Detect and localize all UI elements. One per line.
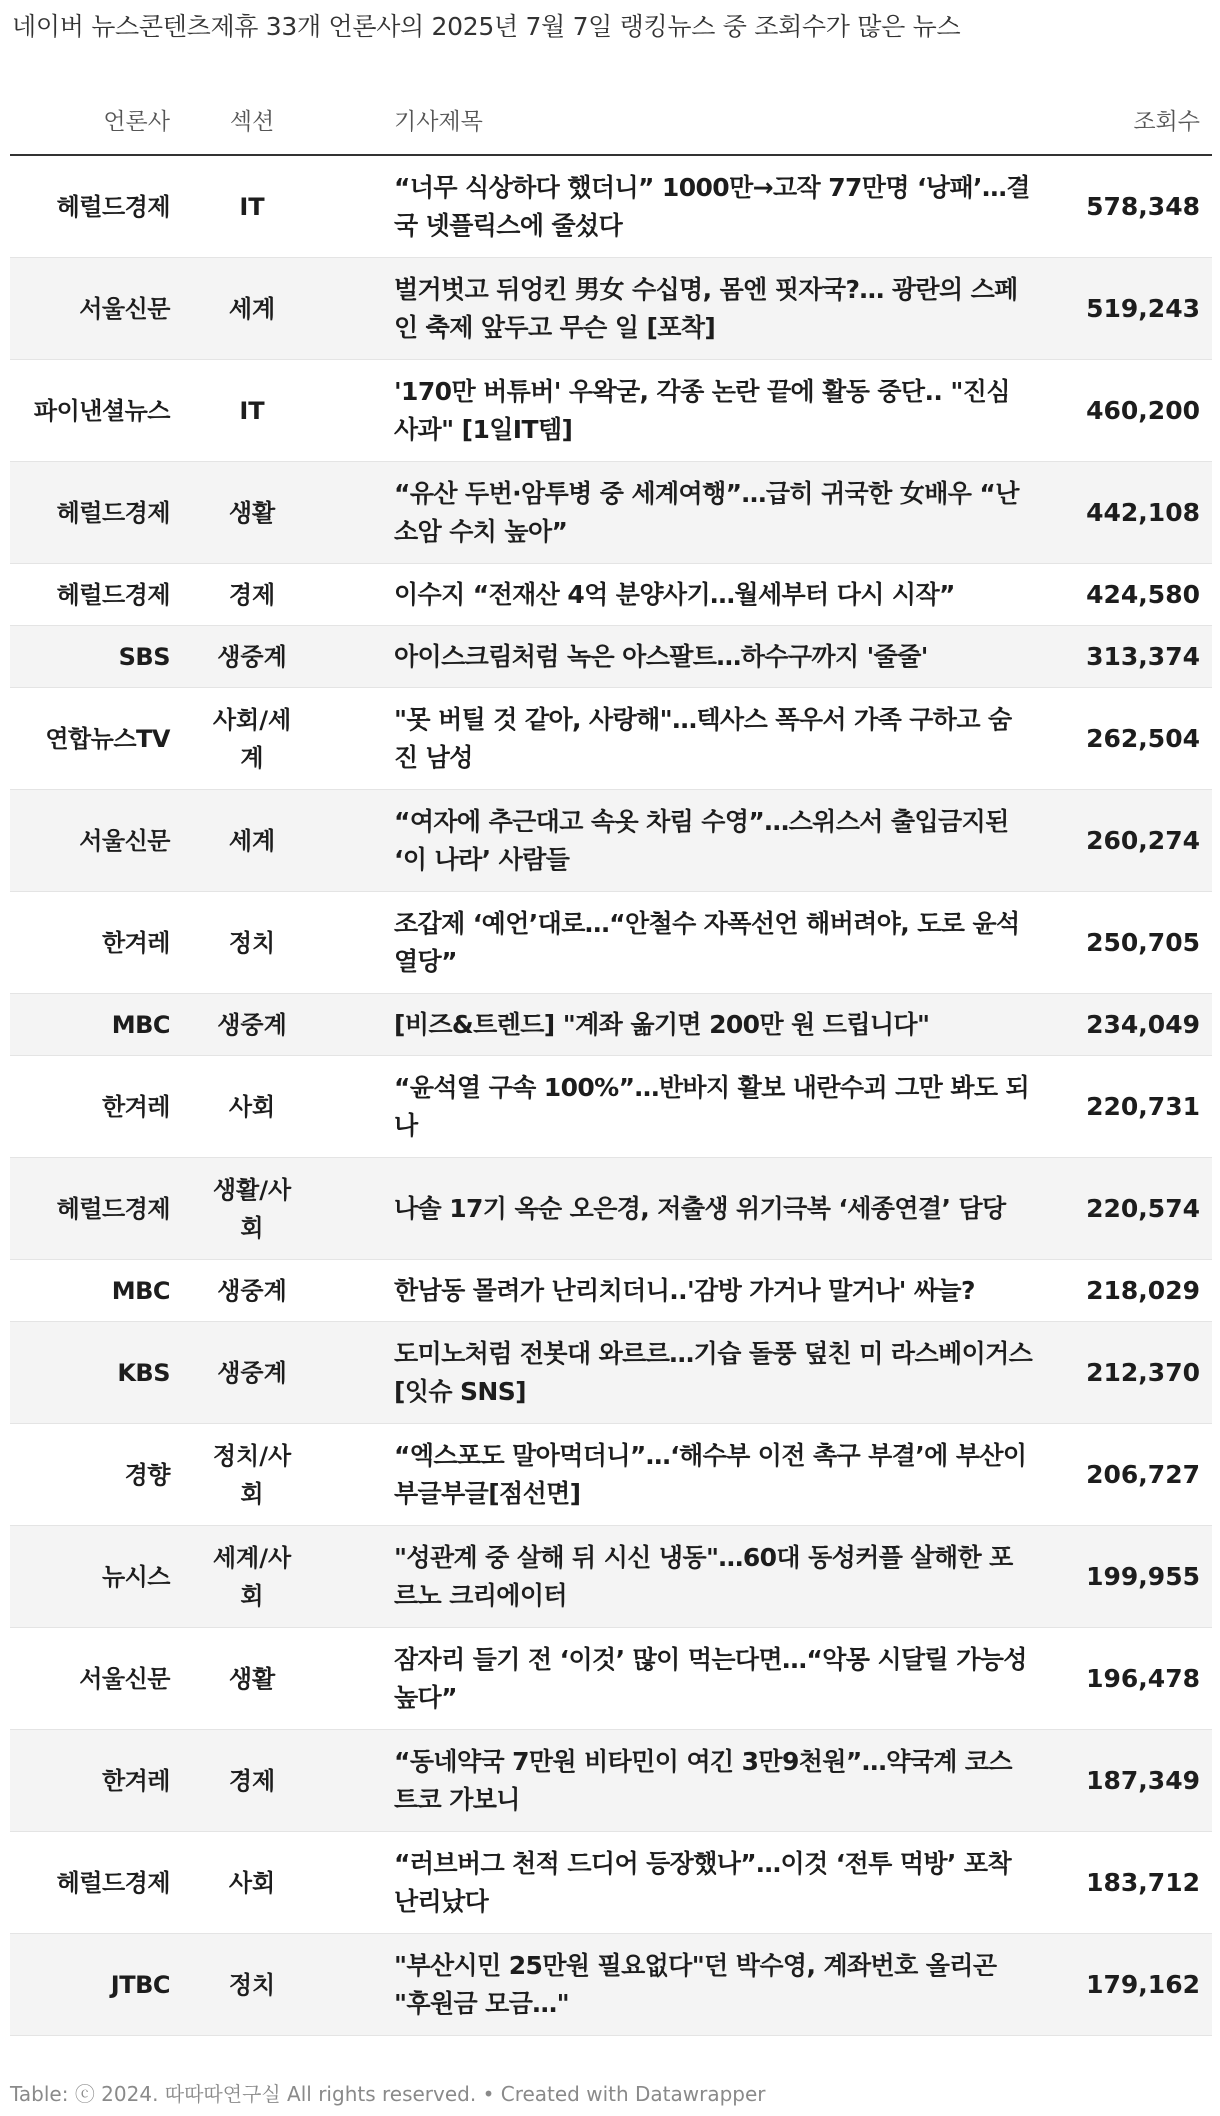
section-cell-text: 생활 [228,498,276,527]
headline-cell-text: “유산 두번·암투병 중 세계여행”…급히 귀국한 女배우 “난소암 수치 높아” [394,478,1019,546]
table-row [10,994,1212,1056]
headline-cell-text: “너무 식상하다 했더니” 1000만→고작 77만명 ‘낭패’…결국 넷플릭스에 줄섰다 [394,172,1030,240]
views-cell-text: 212,370 [1086,1357,1200,1387]
header-views[interactable]: 조회수 [1133,109,1200,135]
table-body [10,156,1212,2036]
views-cell [1050,1526,1200,1627]
table-row [10,892,1212,994]
section-cell-text: IT [239,192,265,221]
press-cell [10,1158,170,1259]
header-headline[interactable]: 기사제목 [394,109,483,135]
press-cell-text: 연합뉴스TV [45,724,170,753]
press-cell [10,1934,170,2035]
headline-cell-text: “윤석열 구속 100%”…반바지 활보 내란수괴 그만 봐도 되나 [394,1072,1030,1140]
section-cell-text: 정치 [228,928,276,957]
press-cell-text: 헤럴드경제 [56,498,170,527]
table-row [10,1832,1212,1934]
header-press[interactable]: 언론사 [103,109,170,135]
table-row [10,1260,1212,1322]
press-cell [10,790,170,891]
section-cell-text: 사회 [228,1092,276,1121]
section-cell-text: 생활 [228,1664,276,1693]
press-cell-text: JTBC [110,1970,170,1999]
headline-cell[interactable] [394,1832,1034,1933]
press-cell-text: SBS [118,642,170,671]
section-cell [210,1730,294,1831]
headline-cell[interactable] [394,1730,1034,1831]
press-cell [10,1260,170,1321]
views-cell [1050,258,1200,359]
views-cell [1050,892,1200,993]
headline-cell-text: 조갑제 ‘예언’대로…“안철수 자폭선언 해버려야, 도로 윤석열당” [394,908,1020,976]
views-cell-text: 187,349 [1086,1765,1200,1795]
table-row [10,1628,1212,1730]
section-cell-text: 생중계 [217,1010,287,1039]
views-cell [1050,156,1200,257]
press-cell-text: 뉴시스 [101,1562,170,1591]
headline-cell[interactable] [394,1934,1034,2035]
press-cell-text: 서울신문 [79,294,170,323]
press-cell [10,994,170,1055]
section-cell [210,564,294,625]
views-cell [1050,1628,1200,1729]
views-cell-text: 250,705 [1086,927,1200,957]
section-cell [210,892,294,993]
headline-cell[interactable] [394,892,1034,993]
section-cell-text: IT [239,396,265,425]
headline-cell-text: 한남동 몰려가 난리치더니..'감방 가거나 말거나' 싸늘? [394,1275,975,1305]
press-cell-text: 한겨레 [101,1092,170,1121]
section-cell [210,462,294,563]
press-cell [10,360,170,461]
press-cell-text: 파이낸셜뉴스 [33,396,170,425]
table-row [10,1934,1212,2036]
views-cell [1050,1934,1200,2035]
press-cell-text: 한겨레 [101,1766,170,1795]
section-cell [210,1158,294,1259]
table-footer: Table: ⓒ 2024. 따따따연구실 All rights reserved. • Created with Datawrapper [10,2082,766,2106]
section-cell-text: 생중계 [217,642,287,671]
headline-cell[interactable] [394,156,1034,257]
views-cell-text: 424,580 [1086,579,1200,609]
press-cell [10,1526,170,1627]
table-header [10,96,1212,156]
headline-cell[interactable] [394,1260,1034,1321]
section-cell [210,790,294,891]
table-row [10,156,1212,258]
views-cell-text: 442,108 [1086,497,1200,527]
press-cell [10,1730,170,1831]
views-cell-text: 234,049 [1086,1009,1200,1039]
headline-cell[interactable] [394,360,1034,461]
headline-cell-text: "부산시민 25만원 필요없다"던 박수영, 계좌번호 올리곤 "후원금 모금…" [394,1950,997,2018]
headline-cell-text: '170만 버튜버' 우왁굳, 각종 논란 끝에 활동 중단.. "진심 사과" [1일IT템] [394,376,1010,444]
table-row [10,626,1212,688]
headline-cell-text: “엑스포도 말아먹더니”…‘해수부 이전 촉구 부결’에 부산이 부글부글[점선면] [394,1440,1027,1508]
headline-cell[interactable] [394,258,1034,359]
press-cell [10,626,170,687]
press-cell [10,564,170,625]
views-cell-text: 220,731 [1086,1091,1200,1121]
section-cell [210,1934,294,2035]
table-row [10,1056,1212,1158]
table-row [10,258,1212,360]
table-title: 네이버 뉴스콘텐츠제휴 33개 언론사의 2025년 7월 7일 랭킹뉴스 중 조회수가 많은 뉴스 [12,12,961,41]
press-cell-text: 헤럴드경제 [56,1194,170,1223]
press-cell [10,156,170,257]
headline-cell-text: 도미노처럼 전봇대 와르르…기습 돌풍 덮친 미 라스베이거스 [잇슈 SNS] [394,1338,1033,1406]
press-cell-text: MBC [111,1010,170,1039]
table-row [10,462,1212,564]
views-cell-text: 519,243 [1086,293,1200,323]
views-cell-text: 262,504 [1086,723,1200,753]
headline-cell[interactable] [394,1424,1034,1525]
press-cell [10,688,170,789]
press-cell [10,892,170,993]
table-row [10,1322,1212,1424]
press-cell-text: 헤럴드경제 [56,1868,170,1897]
views-cell [1050,1260,1200,1321]
table-row [10,1158,1212,1260]
section-cell-text: 경제 [228,1766,276,1795]
press-cell-text: 서울신문 [79,1664,170,1693]
press-cell [10,1832,170,1933]
section-cell-text: 세계 [228,294,276,323]
section-cell-text: 사회 [228,1868,276,1897]
views-cell-text: 220,574 [1086,1193,1200,1223]
press-cell [10,1628,170,1729]
headline-cell[interactable] [394,1526,1034,1627]
section-cell-text: 세계 [228,826,276,855]
section-cell-text: 경제 [228,580,276,609]
views-cell [1050,564,1200,625]
press-cell-text: 헤럴드경제 [56,580,170,609]
press-cell [10,462,170,563]
table-row [10,1730,1212,1832]
section-cell [210,688,294,789]
section-cell [210,258,294,359]
section-cell-text: 생중계 [217,1276,287,1305]
headline-cell[interactable] [394,688,1034,789]
headline-cell[interactable] [394,1158,1034,1259]
views-cell [1050,790,1200,891]
headline-cell-text: “여자에 추근대고 속옷 차림 수영”…스위스서 출입금지된 ‘이 나라’ 사람들 [394,806,1009,874]
section-cell-text: 사회/세계 [212,705,292,772]
header-section[interactable]: 섹션 [229,109,275,135]
press-cell [10,1056,170,1157]
ranking-table [10,96,1212,2036]
headline-cell-text: “러브버그 천적 드디어 등장했나”…이것 ‘전투 먹방’ 포착 난리났다 [394,1848,1012,1916]
headline-cell-text: "성관계 중 살해 뒤 시신 냉동"…60대 동성커플 살해한 포르노 크리에이터 [394,1542,1013,1610]
headline-cell[interactable] [394,1322,1034,1423]
views-cell-text: 199,955 [1086,1561,1200,1591]
views-cell-text: 196,478 [1086,1663,1200,1693]
press-cell-text: 헤럴드경제 [56,192,170,221]
views-cell [1050,994,1200,1055]
headline-cell-text: “동네약국 7만원 비타민이 여긴 3만9천원”…약국계 코스트코 가보니 [394,1746,1012,1814]
views-cell [1050,1730,1200,1831]
views-cell [1050,1424,1200,1525]
press-cell [10,1424,170,1525]
section-cell [210,1322,294,1423]
views-cell [1050,462,1200,563]
section-cell [210,994,294,1055]
views-cell [1050,1832,1200,1933]
views-cell-text: 578,348 [1086,191,1200,221]
views-cell-text: 313,374 [1086,641,1200,671]
views-cell [1050,1322,1200,1423]
views-cell [1050,626,1200,687]
views-cell-text: 218,029 [1086,1275,1200,1305]
headline-cell-text: 아이스크림처럼 녹은 아스팔트…하수구까지 '줄줄' [394,641,928,671]
views-cell-text: 183,712 [1086,1867,1200,1897]
section-cell [210,1260,294,1321]
section-cell [210,1056,294,1157]
headline-cell-text: "못 버틸 것 같아, 사랑해"…텍사스 폭우서 가족 구하고 숨진 남성 [394,704,1012,772]
press-cell-text: 한겨레 [101,928,170,957]
views-cell-text: 260,274 [1086,825,1200,855]
press-cell-text: 서울신문 [79,826,170,855]
section-cell [210,1832,294,1933]
headline-cell-text: 나솔 17기 옥순 오은경, 저출생 위기극복 ‘세종연결’ 담당 [394,1193,1006,1223]
press-cell-text: KBS [117,1358,170,1387]
press-cell [10,1322,170,1423]
views-cell [1050,360,1200,461]
table-row [10,1424,1212,1526]
table-row [10,360,1212,462]
table-row [10,1526,1212,1628]
section-cell [210,626,294,687]
views-cell-text: 179,162 [1086,1969,1200,1999]
headline-cell[interactable] [394,626,1034,687]
section-cell [210,1526,294,1627]
table-row [10,688,1212,790]
headline-cell[interactable] [394,994,1034,1055]
headline-cell-text: 이수지 “전재산 4억 분양사기…월세부터 다시 시작” [394,579,955,609]
section-cell [210,360,294,461]
press-cell [10,258,170,359]
section-cell-text: 생활/사회 [212,1175,292,1242]
section-cell [210,1424,294,1525]
press-cell-text: MBC [111,1276,170,1305]
headline-cell-text: [비즈&트렌드] "계좌 옮기면 200만 원 드립니다" [394,1009,930,1039]
section-cell [210,156,294,257]
views-cell-text: 460,200 [1086,395,1200,425]
headline-cell[interactable] [394,1056,1034,1157]
section-cell-text: 세계/사회 [212,1543,292,1610]
table-row [10,790,1212,892]
views-cell [1050,688,1200,789]
section-cell-text: 정치/사회 [212,1441,292,1508]
section-cell-text: 생중계 [217,1358,287,1387]
headline-cell[interactable] [394,564,1034,625]
views-cell [1050,1056,1200,1157]
press-cell-text: 경향 [124,1460,170,1489]
views-cell [1050,1158,1200,1259]
views-cell-text: 206,727 [1086,1459,1200,1489]
headline-cell-text: 벌거벗고 뒤엉킨 男女 수십명, 몸엔 핏자국?… 광란의 스페인 축제 앞두고 무슨 일 [포착] [394,274,1018,342]
section-cell [210,1628,294,1729]
headline-cell[interactable] [394,1628,1034,1729]
headline-cell[interactable] [394,462,1034,563]
table-row [10,564,1212,626]
headline-cell-text: 잠자리 들기 전 ‘이것’ 많이 먹는다면…“악몽 시달릴 가능성 높다” [394,1644,1027,1712]
section-cell-text: 정치 [228,1970,276,1999]
headline-cell[interactable] [394,790,1034,891]
